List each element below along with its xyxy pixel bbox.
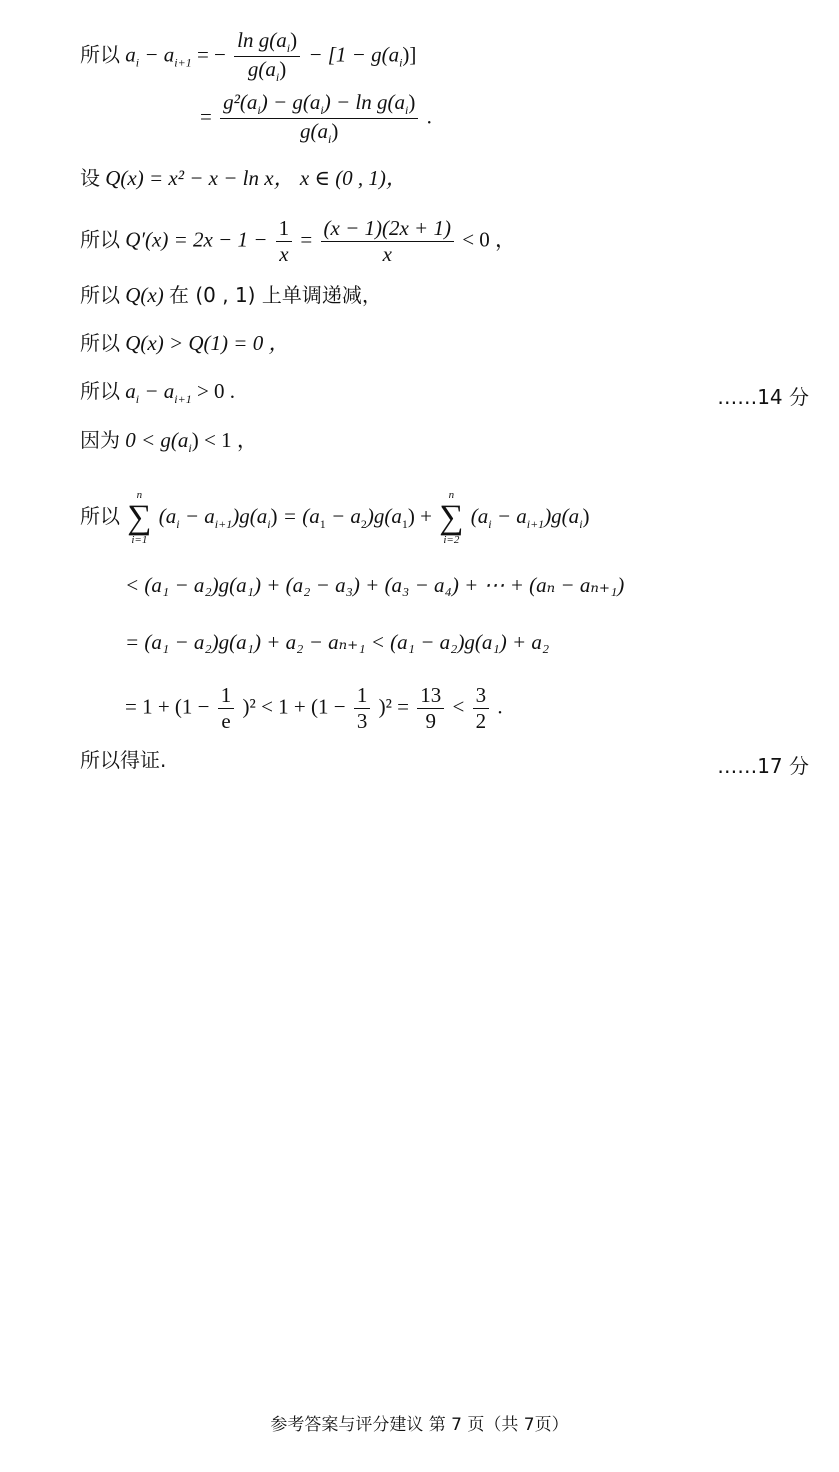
fraction [276,218,293,265]
expr: > 0 . [196,379,236,403]
expr: Q′(x) = 2x − 1 − [125,227,268,252]
fraction [321,218,454,265]
expr: − [1 − g(a [308,42,400,67]
expr: a [125,379,136,403]
expr: < 0 ， [462,227,517,252]
line-2: = $\frac{g^2(a_i) - g(a_i) - \ln g(a_i)}{g(a_i)}$ . [200,90,432,147]
denominator: x [382,242,392,266]
line-3 [80,168,407,189]
text: 设 [80,166,100,190]
fraction: $\frac{g^2(a_i) - g(a_i) - \ln g(a_i)}{g(a_i)}$ [220,92,418,145]
expr: < [452,694,465,719]
text: 因为 [80,428,120,452]
denominator: 2 [475,709,487,733]
fraction [218,685,235,732]
text: 所以 [80,42,120,67]
score-14: ……14 分 [717,385,809,409]
line-1: 所以 $a_i - a_{i+1}$ = − $\frac{\ln g(a_i)}{g(a_i)}$ − $[1 - g(a_i)]$ [80,28,417,85]
numerator: 1 [276,218,293,242]
line-8: 因为 $0 < g(a_i) < 1$ ， [80,428,258,456]
denominator: g(a [247,57,276,82]
line-5 [80,285,382,306]
denominator: x [279,242,289,266]
denominator: 3 [356,709,368,733]
numerator: 3 [473,685,490,709]
denominator: e [221,709,231,733]
expr: − a [144,42,175,67]
expr: 0 < g(a [125,428,189,452]
sum-symbol: n ∑ i=1 [127,489,152,546]
numerator: ) − ln g(a [323,90,405,114]
expr: . [497,694,503,719]
line-10: < (a₁ − a₂)g(a₁) + (a₂ − a₃) + (a₃ − a₄) + ⋯ + (aₙ − aₙ₊₁) [125,573,625,597]
line-13: 所以得证. [80,748,167,772]
text: 所以 [80,503,120,528]
text: 所以 [80,283,120,307]
fraction [417,685,444,732]
line-4: 所以 Q′(x) = 2x − 1 − $\frac{1}{x}$ = $\frac{(x - 1)(2x + 1)}{x}$ < 0 ， [80,216,517,266]
fraction [354,685,371,732]
denominator: g(a [300,119,329,144]
text: 在 (0 , 1) 上单调递减， [168,283,382,307]
expr: = (a [282,503,320,528]
expr: )² = [378,694,409,719]
line-12 [125,685,503,732]
text: 所以 [80,331,120,355]
expr: = − [196,42,226,67]
numerator: (x − 1)(2x + 1) [321,218,454,242]
expr: )² < 1 + (1 − [242,694,346,719]
score-17: ……17 分 [717,754,809,778]
page-footer: 参考答案与评分建议 第 7 页（共 7页） [270,1415,569,1435]
expr: Q(x) = x² − x − ln x， x ∈ (0 , 1)， [105,166,407,190]
expr: = 1 + (1 − [125,694,210,719]
expr: Q(x) > Q(1) = 0 ， [125,331,290,355]
fraction: $\frac{\ln g(a_i)}{g(a_i)}$ [234,30,300,83]
numerator: 1 [354,685,371,709]
line-11: = (a₁ − a₂)g(a₁) + a₂ − aₙ₊₁ < (a₁ − a₂)g(a₁) + a₂ [125,630,550,654]
expr: Q(x) [125,283,164,307]
numerator: ) − g(a [260,90,321,114]
expr: (a [158,503,177,528]
numerator: ln g(a [237,28,287,52]
line-7: 所以 $a_i - a_{i+1} > 0$ . [80,379,236,407]
expr: ) < 1 ， [191,428,258,452]
line-9: 所以 n ∑ i=1 $(a_i - a_{i+1})g(a_i) = (a_1 - a_2)g(a_1)$ + n ∑ i=2 $(a_i - a_{i+1})g(a_i)$ [80,489,590,546]
numerator: g²(a [223,90,258,114]
denominator: 9 [425,709,436,733]
text: 所以 [80,379,120,403]
line-6 [80,333,289,354]
expr: a [125,42,136,67]
numerator: 13 [417,685,444,709]
fraction [473,685,490,732]
numerator: 1 [218,685,235,709]
sum-symbol: n ∑ i=2 [439,489,464,546]
text: 所以 [80,227,120,252]
expr: + [420,503,432,528]
